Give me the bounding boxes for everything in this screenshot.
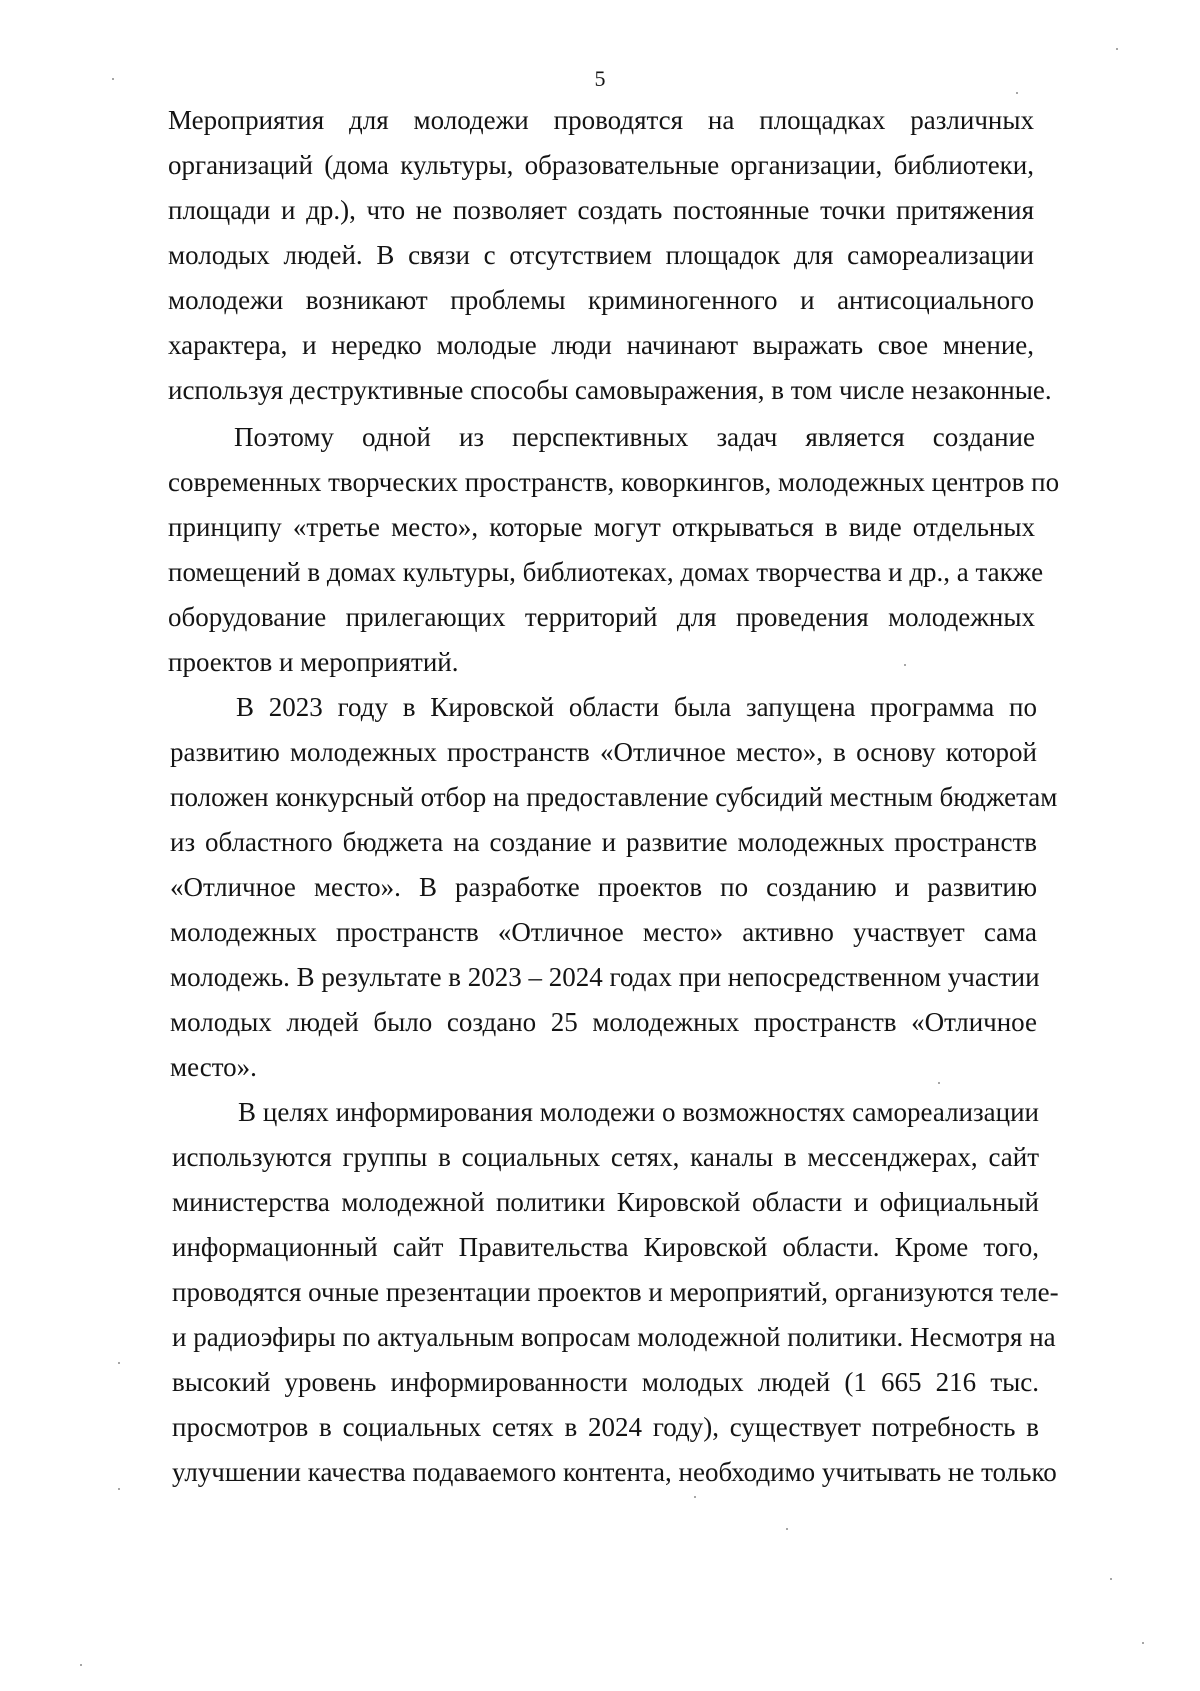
scan-speck: [1110, 1578, 1112, 1580]
text-line: молодых людей было создано 25 молодежных пространств «Отличное: [170, 1007, 1037, 1037]
text-line: информационный сайт Правительства Кировской области. Кроме того,: [172, 1232, 1039, 1262]
scan-speck: [118, 1362, 120, 1364]
text-line: используются группы в социальных сетях, каналы в мессенджерах, сайт: [172, 1142, 1039, 1172]
text-line: современных творческих пространств, коворкингов, молодежных центров по: [168, 467, 1060, 497]
text-line: помещений в домах культуры, библиотеках, домах творчества и др., а также: [168, 557, 1044, 587]
text-line: из областного бюджета на создание и развитие молодежных пространств: [170, 827, 1037, 857]
scan-speck: [1016, 92, 1018, 94]
scan-speck: [938, 1082, 940, 1084]
text-line: улучшении качества подаваемого контента, необходимо учитывать не только: [172, 1457, 1057, 1487]
text-line: высокий уровень информированности молодых людей (1 665 216 тыс.: [172, 1367, 1039, 1397]
text-line: характера, и нередко молодые люди начинают выражать свое мнение,: [168, 330, 1034, 360]
scan-speck: [786, 1528, 788, 1530]
text-line: и радиоэфиры по актуальным вопросам молодежной политики. Несмотря на: [172, 1322, 1056, 1352]
scan-speck: [1116, 48, 1118, 50]
text-line: В 2023 году в Кировской области была запущена программа по: [236, 692, 1037, 722]
scan-speck: [904, 664, 906, 666]
text-line: В целях информирования молодежи о возможностях самореализации: [238, 1097, 1039, 1127]
page-number: 5: [594, 66, 606, 91]
scan-speck: [1142, 1642, 1144, 1644]
text-line: молодежь. В результате в 2023 – 2024 годах при непосредственном участии: [170, 962, 1040, 992]
text-line: площади и др.), что не позволяет создать постоянные точки притяжения: [168, 195, 1034, 225]
text-line: молодых людей. В связи с отсутствием площадок для самореализации: [168, 240, 1034, 270]
text-line: Поэтому одной из перспективных задач является создание: [234, 422, 1035, 452]
text-line: просмотров в социальных сетях в 2024 году), существует потребность в: [172, 1412, 1039, 1442]
text-line: положен конкурсный отбор на предоставление субсидий местным бюджетам: [170, 782, 1058, 812]
text-line: проводятся очные презентации проектов и мероприятий, организуются теле-: [172, 1277, 1059, 1307]
scan-speck: [112, 78, 114, 80]
text-line: используя деструктивные способы самовыражения, в том числе незаконные.: [168, 375, 1052, 405]
scan-speck: [118, 1488, 120, 1490]
text-line: Мероприятия для молодежи проводятся на площадках различных: [168, 105, 1034, 135]
text-line: место».: [170, 1052, 257, 1082]
text-line: министерства молодежной политики Кировской области и официальный: [172, 1187, 1039, 1217]
text-line: молодежных пространств «Отличное место» активно участвует сама: [170, 917, 1037, 947]
text-line: организаций (дома культуры, образовательные организации, библиотеки,: [168, 150, 1034, 180]
text-line: оборудование прилегающих территорий для проведения молодежных: [168, 602, 1035, 632]
text-line: проектов и мероприятий.: [168, 647, 459, 677]
scan-speck: [80, 1664, 82, 1666]
text-line: развитию молодежных пространств «Отличное место», в основу которой: [170, 737, 1037, 767]
text-line: «Отличное место». В разработке проектов по созданию и развитию: [170, 872, 1037, 902]
scan-speck: [694, 1496, 696, 1498]
text-line: молодежи возникают проблемы криминогенного и антисоциального: [168, 285, 1034, 315]
text-line: принципу «третье место», которые могут открываться в виде отдельных: [168, 512, 1035, 542]
